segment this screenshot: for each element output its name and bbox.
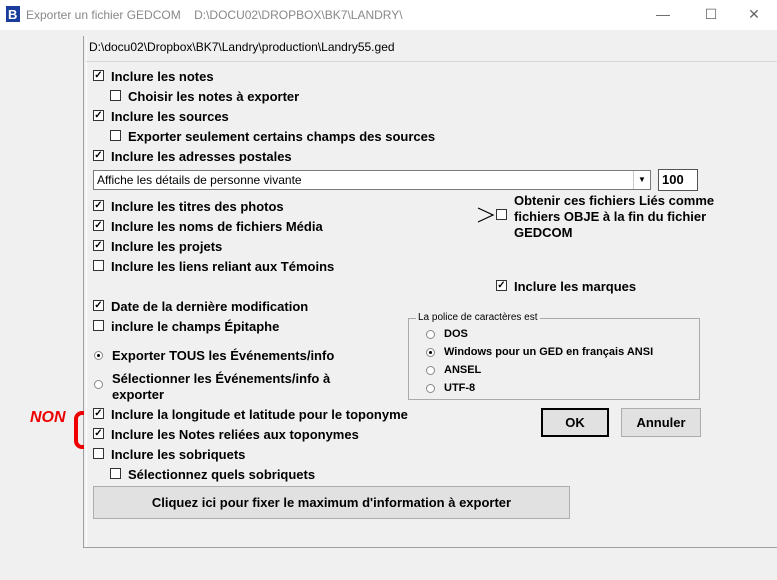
radio-dot[interactable]: [426, 384, 435, 393]
checkbox-box[interactable]: [93, 260, 104, 271]
radio-label: Exporter TOUS les Événements/info: [112, 348, 335, 363]
window-title-path: D:\DOCU02\DROPBOX\BK7\LANDRY\: [194, 8, 403, 22]
radio-label: DOS: [444, 328, 468, 340]
maximize-button[interactable]: ☐: [704, 6, 718, 22]
radio-label-line2: exporter: [112, 387, 165, 402]
window-title: Exporter un fichier GEDCOM D:\DOCU02\DROPBOX\BK7\LANDRY\: [26, 8, 403, 22]
checkbox-box[interactable]: ✓: [94, 408, 103, 419]
arrow-right-icon: [477, 206, 495, 227]
title-bar: [0, 0, 777, 30]
radio-dot[interactable]: [94, 351, 103, 360]
checkbox-label: Exporter seulement certains champs des sources: [128, 129, 436, 144]
radio-dot[interactable]: [426, 348, 435, 357]
checkbox-box[interactable]: ✓: [94, 110, 103, 121]
ok-button[interactable]: OK: [541, 408, 609, 437]
cancel-button[interactable]: Annuler: [621, 408, 701, 437]
checkbox-box[interactable]: ✓: [94, 150, 103, 161]
checkbox-label: inclure le champs Épitaphe: [111, 319, 280, 334]
checkbox-box[interactable]: ✓: [94, 70, 103, 81]
checkbox-box[interactable]: [93, 448, 104, 459]
checkbox-box[interactable]: ✓: [94, 220, 103, 231]
checkbox-box[interactable]: [93, 320, 104, 331]
radio-dot[interactable]: [426, 330, 435, 339]
checkbox-label: Inclure les notes: [111, 69, 214, 84]
annotation-bracket: [74, 411, 84, 449]
radio-label: ANSEL: [444, 364, 482, 376]
minimize-button[interactable]: —: [656, 6, 670, 22]
close-button[interactable]: ✕: [748, 6, 760, 22]
checkbox-label: Inclure la longitude et latitude pour le toponyme: [111, 407, 408, 422]
panel-border-bottom: [83, 547, 777, 548]
radio-label: Windows pour un GED en français ANSI: [444, 346, 654, 358]
select-value: Affiche les détails de personne vivante: [97, 173, 302, 187]
checkbox-label: Inclure les marques: [514, 279, 637, 294]
living-details-select[interactable]: [93, 170, 651, 190]
checkbox-box[interactable]: [110, 130, 121, 141]
checkbox-label: Date de la dernière modification: [111, 299, 309, 314]
checkbox-label: Choisir les notes à exporter: [128, 89, 300, 104]
checkbox-label: Inclure les adresses postales: [111, 149, 292, 164]
svg-text:B: B: [8, 7, 18, 22]
checkbox-box[interactable]: ✓: [497, 280, 506, 291]
panel-border: [83, 36, 87, 548]
chevron-down-icon[interactable]: ▼: [633, 171, 650, 189]
checkbox-label: Inclure les liens reliant aux Témoins: [111, 259, 335, 274]
annotation-non: NON: [30, 409, 66, 426]
checkbox-label: Obtenir ces fichiers Liés comme fichiers OBJE à la fin du fichier GEDCOM: [514, 193, 715, 240]
checkbox-box[interactable]: ✓: [94, 428, 103, 439]
radio-dot[interactable]: [94, 380, 103, 389]
checkbox-label: Inclure les Notes reliées aux toponymes: [111, 427, 359, 442]
radio-label: Sélectionner les Événements/info à: [112, 371, 331, 386]
radio-label: UTF-8: [444, 382, 476, 394]
app-icon: [6, 6, 20, 22]
checkbox-label: Inclure les sobriquets: [111, 447, 246, 462]
checkbox-label: Inclure les sources: [111, 109, 229, 124]
checkbox-label: Inclure les titres des photos: [111, 199, 284, 214]
checkbox-box[interactable]: [496, 209, 507, 220]
checkbox-box[interactable]: ✓: [94, 200, 103, 211]
divider: [86, 61, 777, 62]
checkbox-label: Inclure les noms de fichiers Média: [111, 219, 323, 234]
checkbox-box[interactable]: ✓: [94, 240, 103, 251]
living-number-field[interactable]: 100: [658, 169, 698, 191]
checkbox-box[interactable]: [110, 468, 121, 479]
max-info-button[interactable]: Cliquez ici pour fixer le maximum d'information à exporter: [93, 486, 570, 519]
charset-group-title: La police de caractères est: [418, 312, 538, 323]
file-path: D:\docu02\Dropbox\BK7\Landry\production\Landry55.ged: [89, 40, 395, 54]
checkbox-label: Inclure les projets: [111, 239, 223, 254]
checkbox-box[interactable]: ✓: [94, 300, 103, 311]
checkbox-label: Sélectionnez quels sobriquets: [128, 467, 316, 482]
checkbox-box[interactable]: [110, 90, 121, 101]
radio-dot[interactable]: [426, 366, 435, 375]
